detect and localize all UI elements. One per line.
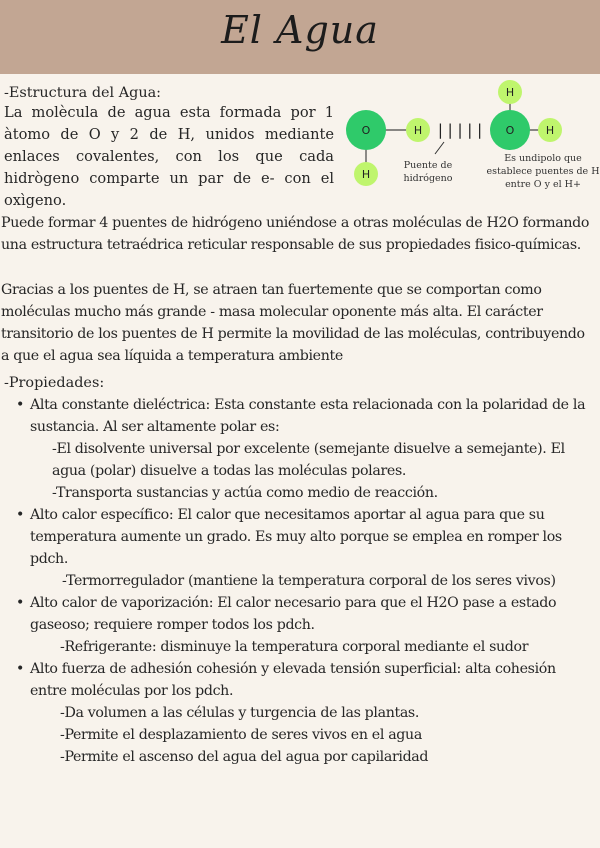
water-molecule-diagram xyxy=(340,78,600,198)
property-vaporization-heat xyxy=(10,592,595,658)
hydrogen-bond-marks: | | | | | xyxy=(437,121,483,139)
property-text: Alto calor específico: El calor que necesitamos aportar al agua para que su temperatura aumente un grado. Es muy alto porque se emplea en romper los pdch. xyxy=(30,507,562,567)
property-subpoint: -Da volumen a las células y turgencia de las plantas. xyxy=(60,705,420,721)
structure-intro: La molècula de agua esta formada por 1 àtomo de O y 2 de H, unidos mediante enlaces covalentes, con los que cada hidrògeno comparte un par de e- con el oxìgeno. xyxy=(4,104,334,209)
page-title: El Agua xyxy=(221,8,379,52)
hydrogen-label-1b: H xyxy=(361,168,371,181)
dipole-caption-3: entre O y el H+ xyxy=(505,179,581,190)
property-subpoint: -Permite el ascenso del agua del agua por capilaridad xyxy=(60,749,429,765)
property-text: Alta constante dieléctrica: Esta constante esta relacionada con la polaridad de la sustancia. Al ser altamente polar es: xyxy=(30,397,586,435)
properties-heading: -Propiedades: xyxy=(4,375,105,391)
bridge-caption-2: hidrógeno xyxy=(403,173,453,184)
property-text: Alto calor de vaporización: El calor necesario para que el H2O pase a estado gaseoso; requiere romper todos los pdch. xyxy=(30,595,557,633)
dipole-caption-1: Es undipolo que xyxy=(504,153,582,164)
property-dielectric xyxy=(10,394,595,504)
property-subpoint: -Permite el desplazamiento de seres vivos en el agua xyxy=(60,727,422,743)
hydrogen-label-2b: H xyxy=(545,124,555,137)
structure-paragraph-1: Puede formar 4 puentes de hidrógeno uniéndose a otras moléculas de H2O formando una estructura tetraédrica reticular responsable de sus propiedades fisico-químicas. xyxy=(1,215,590,253)
property-subpoint: -Transporta sustancias y actúa como medio de reacción. xyxy=(52,485,438,501)
bullet-icon: • xyxy=(16,507,25,523)
bullet-icon: • xyxy=(16,595,25,611)
bullet-icon: • xyxy=(16,661,25,677)
property-subpoint: -Termorregulador (mantiene la temperatura corporal de los seres vivos) xyxy=(62,573,556,589)
property-subpoint: -Refrigerante: disminuye la temperatura corporal mediante el sudor xyxy=(60,639,529,655)
hydrogen-label-2a: H xyxy=(505,86,515,99)
bridge-caption-1: Puente de xyxy=(403,160,453,171)
oxygen-label-2: O xyxy=(505,124,515,137)
property-specific-heat xyxy=(10,504,595,592)
bullet-icon: • xyxy=(16,397,25,413)
structure-paragraph-2: Gracias a los puentes de H, se atraen tan fuertemente que se comportan como moléculas mucho más grande - masa molecular oponente más alta. El carácter transitorio de los puentes de H permite la movilidad de las moléculas, contribuyendo a que el agua sea líquida a temperatura ambiente xyxy=(1,282,585,364)
property-cohesion xyxy=(10,658,595,768)
hydrogen-label-1a: H xyxy=(413,124,423,137)
property-text: Alto fuerza de adhesión cohesión y elevada tensión superficial: alta cohesión entre moléculas por los pdch. xyxy=(30,661,556,699)
properties-list xyxy=(10,394,595,768)
oxygen-label-1: O xyxy=(361,124,371,137)
property-subpoint: -El disolvente universal por excelente (semejante disuelve a semejante). El agua (polar) disuelve a todas las moléculas polares. xyxy=(52,441,565,479)
dipole-caption-2: establece puentes de H xyxy=(486,166,600,177)
structure-heading: -Estructura del Agua: xyxy=(4,85,162,101)
